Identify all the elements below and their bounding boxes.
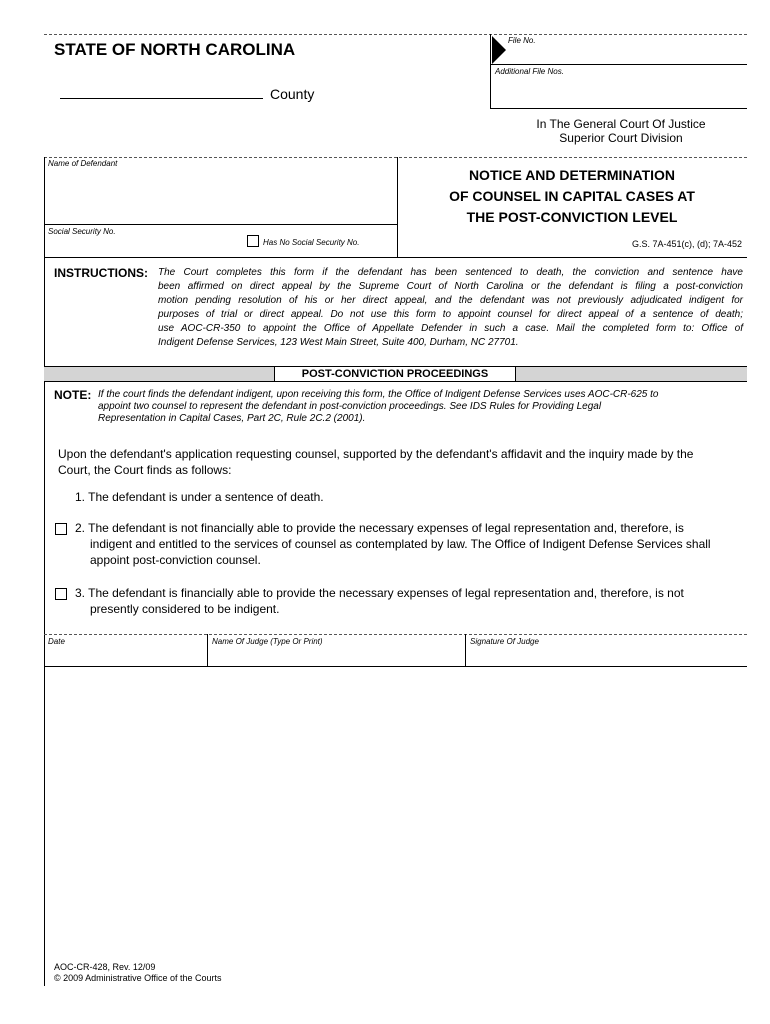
additional-file-field[interactable] [495, 78, 745, 106]
defendant-name-label: Name of Defendant [48, 159, 118, 168]
finding-3 [75, 585, 747, 617]
date-field[interactable] [48, 648, 203, 664]
court-line-2: Superior Court Division [559, 131, 683, 145]
form-title-line-2: OF COUNSEL IN CAPITAL CASES AT [449, 188, 695, 204]
finding-2-line: 2. The defendant is not financially able to provide the necessary expenses of legal representation and, therefore, is [75, 521, 684, 535]
date-label: Date [48, 637, 65, 646]
findings-intro-line: Upon the defendant's application requesting counsel, supported by the defendant's affidavit and the inquiry made by the [58, 447, 694, 461]
file-box-left-border [490, 34, 491, 109]
county-input-line[interactable] [60, 98, 263, 99]
note-line: Representation in Capital Cases, Part 2C, Rule 2C.2 (2001). [98, 413, 366, 424]
court-line-1: In The General Court Of Justice [536, 117, 706, 131]
defendant-name-field[interactable] [48, 170, 393, 222]
instructions-text [158, 266, 743, 350]
copyright: © 2009 Administrative Office of the Courts [54, 973, 222, 983]
form-title-line-3: THE POST-CONVICTION LEVEL [466, 209, 678, 225]
instructions-line: Indigent Defense Services, 123 West Main Street, Suite 400, Durham, NC 27701. [158, 337, 519, 348]
note-line: appoint two counsel to represent the defendant in post-conviction proceedings. See IDS Rules for Providing Legal [98, 401, 602, 412]
file-arrow-icon [492, 36, 506, 64]
file-no-divider [490, 64, 747, 65]
note-text [98, 389, 746, 425]
signature-bottom-border [44, 666, 747, 667]
no-ssn-label: Has No Social Security No. [263, 238, 360, 247]
note-label: NOTE: [54, 388, 92, 402]
signature-top-border [44, 634, 747, 635]
form-title-line-1: NOTICE AND DETERMINATION [468, 167, 676, 183]
ssn-label: Social Security No. [48, 227, 116, 236]
form-number: AOC-CR-428, Rev. 12/09 [54, 962, 156, 972]
file-no-label: File No. [508, 36, 536, 45]
instructions-top-border [44, 257, 747, 258]
finding-3-line: 3. The defendant is financially able to provide the necessary expenses of legal representation and, therefore, is not [75, 586, 684, 600]
finding-2-checkbox[interactable] [55, 523, 67, 535]
note-line: If the court finds the defendant indigent, upon receiving this form, the Office of Indigent Defense Services uses AOC-CR-625 to [98, 389, 659, 400]
county-label: County [270, 86, 315, 102]
section-heading: POST-CONVICTION PROCEEDINGS [274, 366, 516, 382]
judge-signature-field[interactable] [470, 648, 745, 664]
judge-signature-label: Signature Of Judge [470, 637, 539, 646]
finding-3-checkbox[interactable] [55, 588, 67, 600]
finding-2-line: appoint post-conviction counsel. [90, 553, 261, 567]
ssn-field[interactable] [48, 238, 238, 254]
sig-divider-1 [207, 634, 208, 666]
instructions-line: The Court completes this form if the defendant has been sentenced to death, the conviction and sentence have [158, 267, 743, 278]
sig-divider-2 [465, 634, 466, 666]
finding-2-line: indigent and entitled to the services of counsel as contemplated by law. The Office of Indigent Defense Services shall [90, 537, 711, 551]
instructions-label: INSTRUCTIONS: [54, 266, 148, 280]
instructions-line: been affirmed on direct appeal by the Supreme Court of North Carolina or the defendant is filing a post-conviction [158, 281, 743, 292]
left-border [44, 157, 45, 986]
defendant-top-border [44, 157, 747, 158]
instructions-line: motion pending resolution of his or her direct appeal, and the defendant was not previously adjudicated indigent for [158, 295, 743, 306]
additional-file-label: Additional File Nos. [495, 67, 564, 76]
findings-intro [58, 446, 746, 478]
file-no-field[interactable] [508, 46, 746, 64]
top-border [44, 34, 747, 35]
state-title: STATE OF NORTH CAROLINA [54, 40, 296, 59]
no-ssn-checkbox[interactable] [247, 235, 259, 247]
finding-2 [75, 520, 747, 568]
judge-name-label: Name Of Judge (Type Or Print) [212, 637, 323, 646]
defendant-title-divider [397, 157, 398, 257]
instructions-line: use AOC-CR-350 to appoint the Office of Appellate Defender in such a case. Mail the completed form to: Office of [158, 323, 743, 334]
finding-1: 1. The defendant is under a sentence of death. [75, 490, 324, 504]
instructions-line: purposes of trial or direct appeal. Do not use this form to appoint counsel for direct appeal of a sentence of death; [158, 309, 743, 320]
ssn-divider [44, 224, 397, 225]
file-box-bottom [490, 108, 747, 109]
judge-name-field[interactable] [212, 648, 462, 664]
findings-intro-line: Court, the Court finds as follows: [58, 463, 232, 477]
finding-3-line: presently considered to be indigent. [90, 602, 280, 616]
statute-reference: G.S. 7A-451(c), (d); 7A-452 [631, 239, 742, 249]
